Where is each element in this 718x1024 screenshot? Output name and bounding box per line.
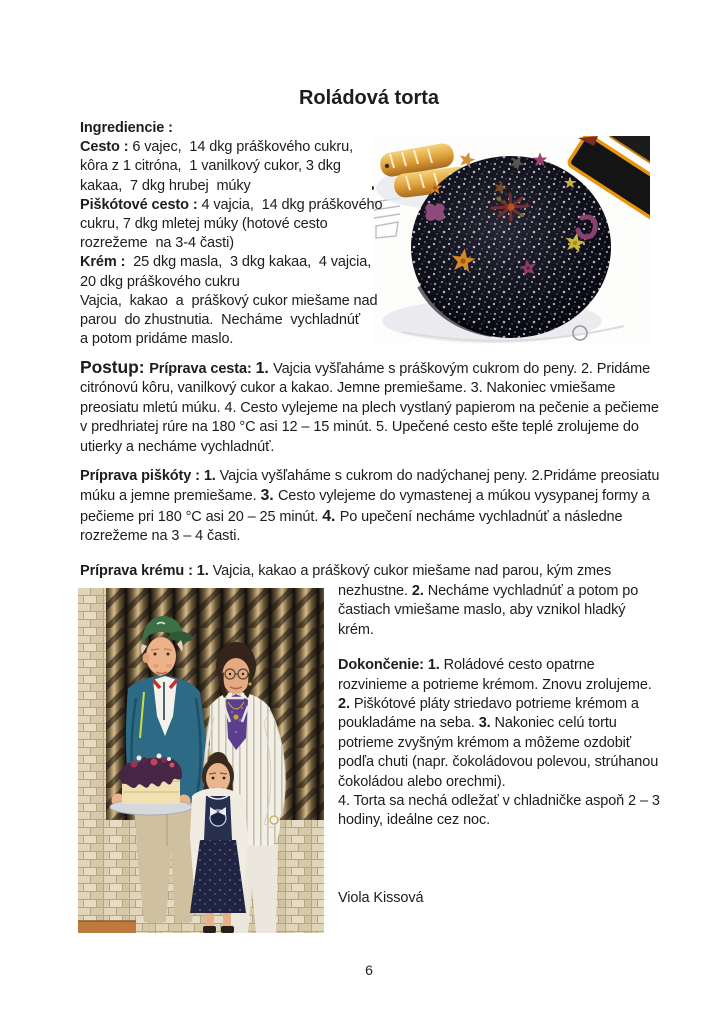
krem-continuation [338,582,660,640]
krem-intro-line [80,562,660,581]
ingredient-line [80,234,382,253]
ingredient-line [80,273,382,292]
page-title: Roládová torta [298,87,440,110]
text-run: Postup: [80,357,150,377]
text-run: Príprava piškóty : [80,468,204,484]
text-run: Piškótové pláty striedavo potrieme krémom a poukladáme na seba. [338,696,639,732]
text-run: 1. [255,360,274,377]
text-run: 20 dkg práškového cukru [80,273,240,290]
ingredient-line [80,330,382,349]
cake-photo-illustration [372,136,650,344]
ingredient-line [80,215,382,234]
text-run: Vajcia, kakao a práškový cukor miešame nad parou, kým zmes [212,563,612,579]
text-run: a potom pridáme maslo. [80,331,234,348]
text-run: cukru, 7 dkg mletej múky (hotové cesto [80,216,328,233]
ingredient-line [80,138,382,157]
piskota-paragraph [80,467,660,547]
text-run: 6 vajec, 14 dkg práškového cukru, [132,139,354,156]
text-run: parou do zhustnutia. Necháme vychladnúť [80,312,361,329]
ingredient-line [80,292,382,311]
text-run: Príprava krému : [80,563,197,579]
text-run: Príprava cesta: [149,361,256,377]
ingredients-section [80,119,382,349]
ingredient-line [80,253,382,272]
candied-flower [425,204,444,221]
text-run: 3. [478,715,495,732]
text-run: 25 dkg masla, 3 dkg kakaa, 4 vajcia, [133,254,372,271]
page-number: 6 [365,962,373,978]
family-photo-illustration [78,588,324,933]
floor-strip [78,921,136,933]
family-photo [78,588,324,933]
text-run: Vajcia vyšľaháme s práškovým cukrom do peny. 2. Pridáme citrónovú kôru, vanilkový cukor a kakao. Jemne premiešame. 3. Nakoniec vmiešame preosiatu mletú múku. 4. Cesto vylejeme na plech vystlaný papierom na pečenie a pečieme v predhriatej rúre na 180 °C asi 12 – 15 minút. 5. Upečené cesto ešte teplé zrolujeme do utierky a necháme vychladnúť. [80,361,659,455]
text-run: 1. [203,468,220,484]
text-run: 1. [427,657,444,674]
text-run: Necháme vychladnúť a potom po častiach vmiešame maslo, aby vznikol hladký krém. [338,583,639,638]
text-run: 4. [322,507,340,525]
right-column [338,582,660,831]
ingredient-line [80,177,382,196]
text-run: nezhustne. [338,583,412,599]
postup-paragraph [80,358,660,457]
text-run: Cesto : [80,139,133,156]
text-run: kakaa, 7 dkg hrubej múky [80,177,251,194]
ingredient-line [80,119,382,138]
wristwatch [270,816,278,824]
text-run: kôra z 1 citróna, 1 vanilkový cukor, 3 dkg [80,158,341,175]
ingredient-line [80,196,382,215]
dokoncenie-step4 [338,792,660,831]
text-run: rozrežeme na 3-4 časti) [80,235,234,252]
text-run: Vajcia, kakao a práškový cukor miešame nad [80,292,378,309]
text-run: Po upečení necháme vychladnúť a následne rozrežeme na 3 – 4 časti. [80,508,623,545]
text-run: Ingrediencie : [80,120,173,136]
necklace-pendant [233,714,238,719]
text-run: Dokončenie: [338,657,428,674]
glazed-cake [411,156,611,338]
text-run: 4 vajcia, 14 dkg práškového [201,196,383,213]
cake-photo [372,136,650,344]
text-run: 3. [260,487,278,505]
text-run: 4. Torta sa nechá odležať v chladničke aspoň 2 – 3 hodiny, ideálne cez noc. [338,793,660,829]
author-name: Viola Kissová [338,890,424,906]
text-run: 1. [196,563,213,579]
text-run: Piškótové cesto : [80,196,202,213]
text-run: Vajcia vyšľaháme s cukrom do nadýchanej peny. 2.Pridáme preosiatu múku a jemne premiešame. [80,468,660,505]
text-run: Roládové cesto opatrne rozvinieme a potrieme krémom. Znovu zrolujeme. [338,657,652,693]
ingredient-line [80,311,382,330]
text-run: 2. [411,583,428,599]
dokoncenie-paragraph [338,656,660,792]
ingredient-line [80,157,382,176]
text-run: Krém : [80,254,134,271]
text-run: Cesto vylejeme do vymastenej a múkou vysypanej formy a pečieme pri 180 °C asi 20 – 25 minút. [80,488,650,525]
text-run: 2. [338,696,354,713]
text-run: Nakoniec celú tortu potrieme zvyšným krémom a môžeme ozdobiť podľa chuti (napr. čokoládovou polevou, strúhanou čokoládou alebo orechmi). [338,715,659,790]
